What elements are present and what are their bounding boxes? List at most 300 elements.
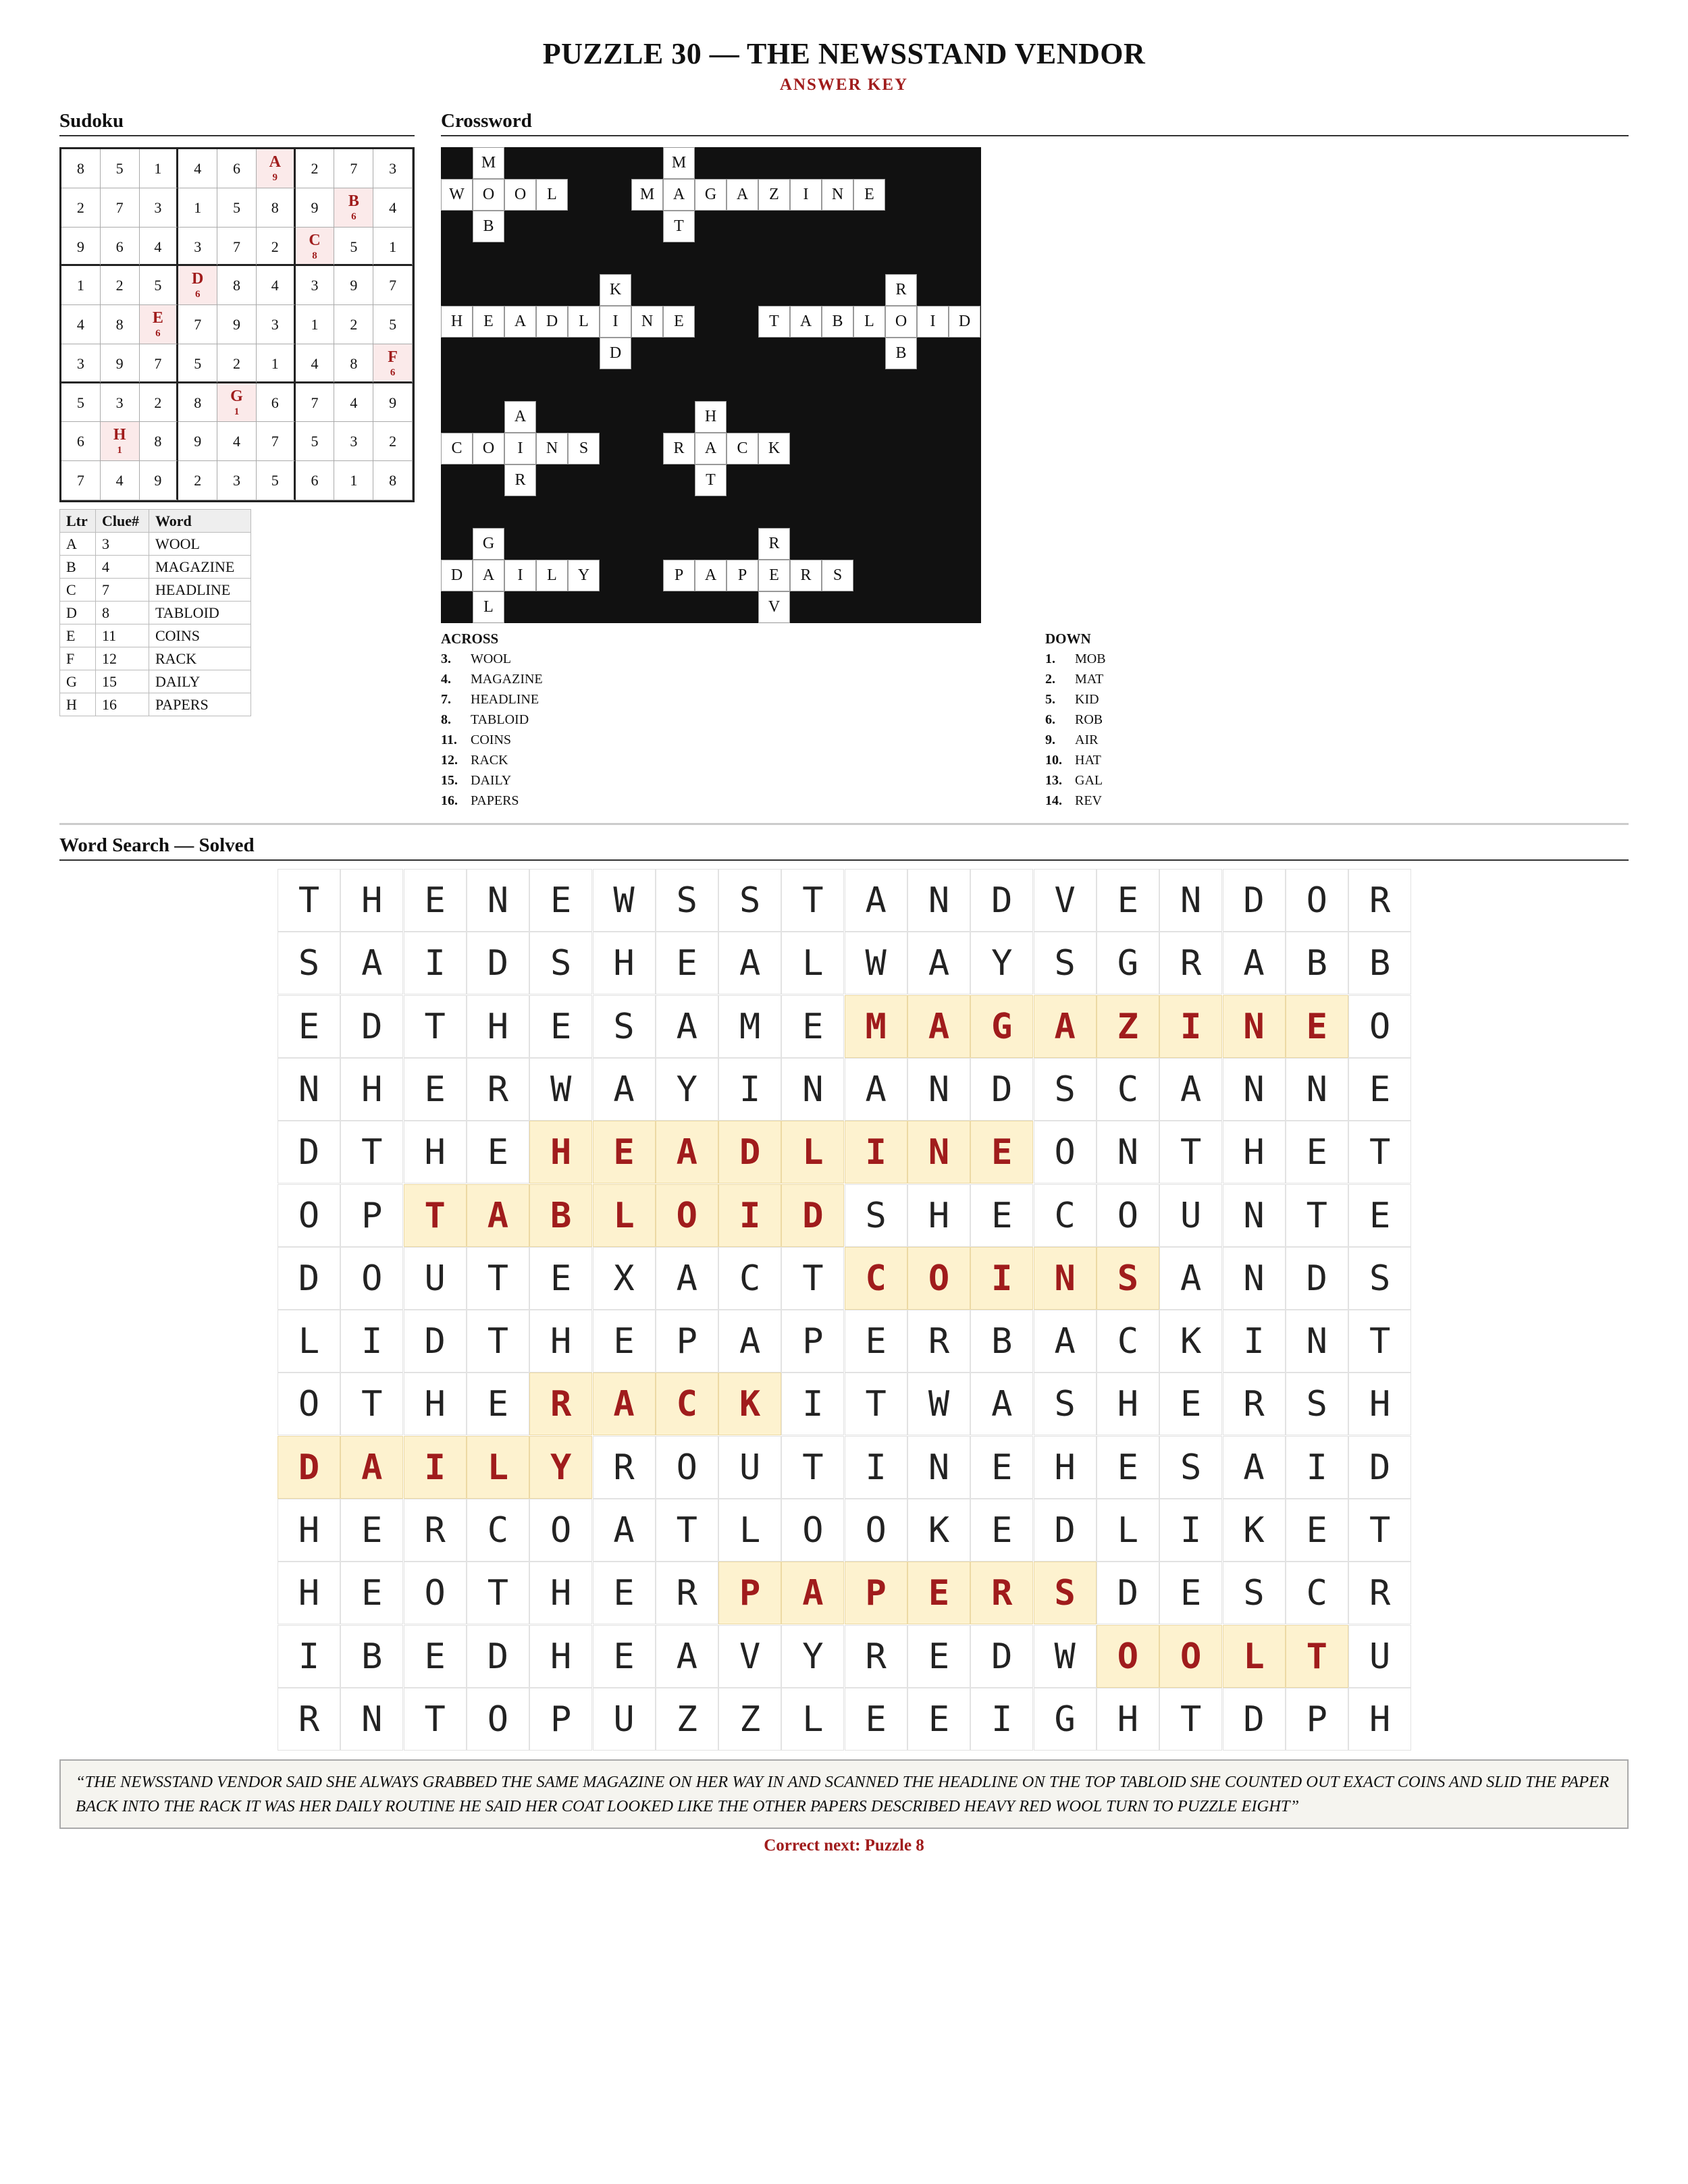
word-search-found-letter: M (845, 995, 907, 1058)
sudoku-cell (373, 461, 413, 500)
sudoku-digit: 1 (154, 160, 162, 177)
key-word: HEADLINE (149, 579, 251, 602)
word-search-letter: O (278, 1184, 340, 1247)
crossword-cell: D (600, 338, 631, 369)
sudoku-cell (334, 305, 373, 344)
word-search-letter: P (781, 1310, 844, 1373)
sudoku-marked-value: 1 (234, 406, 240, 417)
word-search-letter: C (718, 1247, 781, 1310)
sudoku-digit: 2 (350, 316, 358, 334)
crossword-cell: O (885, 306, 917, 338)
word-search-found-letter: O (1159, 1625, 1222, 1688)
key-clue-number: 3 (96, 533, 149, 556)
sudoku-cell (61, 344, 101, 383)
sudoku-cell (178, 266, 217, 305)
word-search-letter: L (781, 1688, 844, 1751)
word-search-letter: R (278, 1688, 340, 1751)
sudoku-cell (140, 461, 179, 500)
sudoku-digit: 7 (194, 316, 202, 334)
word-search-letter: D (1223, 869, 1286, 932)
sudoku-cell (140, 188, 179, 228)
sudoku-cell (296, 188, 335, 228)
sudoku-marked-letter: E (152, 309, 163, 327)
word-search-letter: N (1159, 869, 1222, 932)
word-search-letter: H (404, 1121, 467, 1183)
word-search-found-letter: T (404, 1184, 467, 1247)
across-clue (441, 733, 846, 753)
word-search-letter: R (404, 1499, 467, 1562)
word-search-letter: H (907, 1184, 970, 1247)
word-search-letter: C (1034, 1184, 1097, 1247)
word-search-letter: D (340, 995, 403, 1058)
word-search-letter: E (970, 1436, 1033, 1499)
sudoku-cell (334, 461, 373, 500)
word-search-letter: T (1348, 1499, 1411, 1562)
word-search-letter: E (1286, 1121, 1348, 1183)
key-table-row (60, 624, 251, 647)
sudoku-cell (61, 422, 101, 461)
sudoku-digit: 4 (76, 316, 84, 334)
sudoku-cell (178, 149, 217, 188)
key-letter: G (60, 670, 96, 693)
word-search-letter: H (1034, 1436, 1097, 1499)
word-search-letter: E (1159, 1562, 1222, 1624)
word-search-found-letter: O (907, 1247, 970, 1310)
crossword-cell: G (473, 528, 504, 560)
word-search-letter: T (656, 1499, 718, 1562)
word-search-letter: I (1159, 1499, 1222, 1562)
word-search-letter: U (1348, 1625, 1411, 1688)
word-search-letter: D (1348, 1436, 1411, 1499)
word-search-letter: H (529, 1625, 592, 1688)
word-search-letter: S (1159, 1436, 1222, 1499)
word-search-found-letter: A (593, 1373, 656, 1435)
sudoku-digit: 6 (232, 160, 240, 177)
word-search-letter: I (404, 932, 467, 994)
crossword-cell: P (727, 560, 758, 591)
sudoku-digit: 1 (194, 198, 202, 216)
word-search-letter: H (340, 869, 403, 932)
sudoku-cell (296, 305, 335, 344)
crossword-cell: E (853, 179, 885, 211)
word-search-letter: D (970, 1058, 1033, 1121)
crossword-cell: S (568, 433, 600, 464)
word-search-letter: O (781, 1499, 844, 1562)
clue-answer: PAPERS (471, 793, 519, 808)
sudoku-digit: 8 (350, 354, 358, 372)
word-search-letter: O (1348, 995, 1411, 1058)
sudoku-digit: 6 (271, 394, 279, 411)
sudoku-digit: 1 (389, 238, 397, 255)
crossword-cell: R (758, 528, 790, 560)
word-search-found-letter: Z (1097, 995, 1159, 1058)
word-search-found-letter: C (656, 1373, 718, 1435)
key-word: RACK (149, 647, 251, 670)
word-search-letter: O (1097, 1184, 1159, 1247)
key-table-header (60, 510, 251, 533)
key-table-row (60, 670, 251, 693)
word-search-letter: R (845, 1625, 907, 1688)
word-search-letter: G (1034, 1688, 1097, 1751)
word-search-found-letter: H (529, 1121, 592, 1183)
crossword-board (441, 147, 981, 623)
word-search-found-letter: L (467, 1436, 529, 1499)
key-word: MAGAZINE (149, 556, 251, 579)
sudoku-marked-value: 6 (390, 367, 396, 378)
word-search-letter: E (467, 1121, 529, 1183)
crossword-cell: D (949, 306, 980, 338)
word-search-found-letter: E (907, 1562, 970, 1624)
word-search-grid (278, 869, 1412, 1757)
section-divider (59, 823, 1629, 825)
word-search-letter: E (467, 1373, 529, 1435)
sudoku-digit: 4 (232, 433, 240, 450)
clue-number: 12. (441, 753, 458, 768)
word-search-letter: A (340, 932, 403, 994)
clue-answer: HEADLINE (471, 692, 539, 707)
crossword-cell: L (536, 560, 568, 591)
word-search-letter: T (467, 1247, 529, 1310)
clue-answer: REV (1075, 793, 1102, 808)
word-search-letter: C (1097, 1310, 1159, 1373)
word-search-letter: I (1223, 1310, 1286, 1373)
sudoku-digit: 9 (389, 394, 397, 411)
sudoku-cell (178, 344, 217, 383)
word-search-letter: E (404, 1058, 467, 1121)
crossword-cell: A (695, 433, 727, 464)
crossword-cell: I (600, 306, 631, 338)
clue-number: 1. (1045, 651, 1055, 666)
clue-answer: MAGAZINE (471, 672, 543, 687)
sudoku-cell (334, 383, 373, 423)
word-search-found-letter: R (529, 1373, 592, 1435)
sudoku-digit: 5 (389, 316, 397, 334)
sudoku-cell (373, 188, 413, 228)
word-search-found-letter: A (467, 1184, 529, 1247)
sudoku-heading: Sudoku (59, 110, 415, 136)
word-search-found-letter: E (593, 1121, 656, 1183)
word-search-found-letter: N (1034, 1247, 1097, 1310)
word-search-letter: T (1159, 1688, 1222, 1751)
word-search-letter: G (1097, 932, 1159, 994)
clue-number: 14. (1045, 793, 1062, 808)
sudoku-digit: 3 (76, 354, 84, 372)
key-word: PAPERS (149, 693, 251, 716)
word-search-letter: K (1223, 1499, 1286, 1562)
sudoku-digit: 3 (154, 198, 162, 216)
crossword-cell: T (663, 211, 695, 242)
sudoku-cell (140, 149, 179, 188)
word-search-found-letter: T (1286, 1625, 1348, 1688)
word-search-letter: S (529, 932, 592, 994)
crossword-cell: R (885, 274, 917, 306)
word-search-letter: R (1159, 932, 1222, 994)
clue-number: 13. (1045, 773, 1062, 788)
word-search-found-letter: Y (529, 1436, 592, 1499)
word-search-letter: H (529, 1310, 592, 1373)
clue-answer: KID (1075, 692, 1099, 707)
word-search-letter: E (907, 1625, 970, 1688)
word-search-letter: O (467, 1688, 529, 1751)
sudoku-marked-letter: C (309, 231, 321, 249)
sudoku-cell (296, 461, 335, 500)
sudoku-digit: 7 (311, 394, 319, 411)
word-search-letter: V (1034, 869, 1097, 932)
word-search-letter: I (781, 1373, 844, 1435)
clue-answer: WOOL (471, 651, 511, 666)
word-search-found-letter: N (1223, 995, 1286, 1058)
crossword-cell: I (504, 560, 536, 591)
word-search-letter: E (278, 995, 340, 1058)
sudoku-cell (296, 228, 335, 267)
word-search-letter: A (970, 1373, 1033, 1435)
sudoku-digit: 5 (350, 238, 358, 255)
crossword-cell: Z (758, 179, 790, 211)
sudoku-cell (178, 188, 217, 228)
sudoku-digit: 5 (311, 433, 319, 450)
word-search-letter: I (970, 1688, 1033, 1751)
sudoku-cell (61, 188, 101, 228)
word-search-letter: B (970, 1310, 1033, 1373)
clue-answer: ROB (1075, 712, 1103, 727)
sudoku-digit: 3 (311, 277, 319, 294)
sudoku-digit: 2 (194, 472, 202, 489)
word-search-letter: K (907, 1499, 970, 1562)
sudoku-cell (296, 383, 335, 423)
word-search-letter: E (781, 995, 844, 1058)
sudoku-cell (101, 422, 140, 461)
key-table-row (60, 556, 251, 579)
word-search-letter: E (970, 1184, 1033, 1247)
sudoku-cell (101, 266, 140, 305)
word-search-letter: H (1223, 1121, 1286, 1183)
across-clue (441, 672, 846, 692)
sudoku-digit: 8 (154, 433, 162, 450)
sudoku-digit: 3 (350, 433, 358, 450)
sudoku-cell (334, 344, 373, 383)
word-search-letter: T (340, 1121, 403, 1183)
crossword-cell: R (504, 464, 536, 496)
word-search-letter: C (1097, 1058, 1159, 1121)
word-search-letter: Y (970, 932, 1033, 994)
word-search-letter: N (907, 1058, 970, 1121)
key-word: WOOL (149, 533, 251, 556)
word-search-letter: S (718, 869, 781, 932)
word-search-found-letter: E (970, 1121, 1033, 1183)
clue-number: 10. (1045, 753, 1062, 768)
word-search-letter: X (593, 1247, 656, 1310)
hidden-message-quote: “THE NEWSSTAND VENDOR SAID SHE ALWAYS GRABBED THE SAME MAGAZINE ON HER WAY IN AND SCANNED THE HEADLINE ON THE TOP TABLOID SHE COUNTED OUT EXACT COINS AND SLID THE PAPER BACK INTO THE RACK IT WAS HER DAILY ROUTINE HE SAID HER COAT LOOKED LIKE THE OTHER PAPERS DESCRIBED HEAVY RED WOOL TURN TO PUZZLE EIGHT” (59, 1759, 1629, 1829)
sudoku-cell (101, 188, 140, 228)
word-search-letter: T (1159, 1121, 1222, 1183)
key-clue-number: 16 (96, 693, 149, 716)
word-search-found-letter: P (718, 1562, 781, 1624)
key-clue-number: 12 (96, 647, 149, 670)
word-search-letter: A (1159, 1247, 1222, 1310)
sudoku-digit: 9 (311, 198, 319, 216)
word-search-letter: Z (718, 1688, 781, 1751)
key-clue-number: 11 (96, 624, 149, 647)
word-search-letter: A (656, 1625, 718, 1688)
word-search-letter: Y (781, 1625, 844, 1688)
word-search-found-letter: D (781, 1184, 844, 1247)
key-word: COINS (149, 624, 251, 647)
key-word: DAILY (149, 670, 251, 693)
sudoku-digit: 8 (389, 472, 397, 489)
sudoku-digit: 7 (115, 198, 124, 216)
word-search-letter: U (404, 1247, 467, 1310)
sudoku-digit: 4 (194, 160, 202, 177)
word-search-found-letter: L (1223, 1625, 1286, 1688)
word-search-letter: T (340, 1373, 403, 1435)
word-search-found-letter: A (656, 1121, 718, 1183)
word-search-letter: R (1223, 1373, 1286, 1435)
sudoku-digit: 2 (76, 198, 84, 216)
word-search-letter: A (593, 1058, 656, 1121)
word-search-letter: T (845, 1373, 907, 1435)
word-search-letter: R (907, 1310, 970, 1373)
crossword-cell: V (758, 591, 790, 623)
word-search-letter: I (278, 1625, 340, 1688)
word-search-letter: E (340, 1562, 403, 1624)
word-search-letter: O (1034, 1121, 1097, 1183)
sudoku-cell (257, 188, 296, 228)
word-search-found-letter: D (718, 1121, 781, 1183)
word-search-letter: E (656, 932, 718, 994)
sudoku-cell (178, 305, 217, 344)
key-table-row (60, 693, 251, 716)
word-search-letter: T (404, 995, 467, 1058)
word-search-found-letter: I (845, 1121, 907, 1183)
word-search-letter: B (340, 1625, 403, 1688)
sudoku-digit: 9 (194, 433, 202, 450)
word-search-letter: S (593, 995, 656, 1058)
sudoku-digit: 7 (232, 238, 240, 255)
word-search-letter: T (1286, 1184, 1348, 1247)
word-search-letter: E (1159, 1373, 1222, 1435)
key-clue-number: 15 (96, 670, 149, 693)
sudoku-marked-value: 6 (194, 289, 201, 300)
word-search-letter: P (656, 1310, 718, 1373)
sudoku-marked-letter: F (388, 348, 398, 366)
word-search-found-letter: A (340, 1436, 403, 1499)
word-search-letter: E (404, 869, 467, 932)
sudoku-cell (178, 383, 217, 423)
sudoku-marked-value: 8 (312, 250, 317, 261)
word-search-letter: H (1097, 1373, 1159, 1435)
word-search-letter: N (907, 869, 970, 932)
word-search-letter: D (1223, 1688, 1286, 1751)
word-search-letter: U (1159, 1184, 1222, 1247)
sudoku-cell (217, 422, 257, 461)
sudoku-cell (140, 344, 179, 383)
word-search-letter: T (1348, 1310, 1411, 1373)
sudoku-cell (140, 422, 179, 461)
word-search-letter: C (1286, 1562, 1348, 1624)
crossword-cell: Y (568, 560, 600, 591)
word-search-found-letter: P (845, 1562, 907, 1624)
crossword-cell: D (536, 306, 568, 338)
word-search-letter: C (467, 1499, 529, 1562)
word-search-letter: I (340, 1310, 403, 1373)
word-search-found-letter: K (718, 1373, 781, 1435)
word-search-letter: L (1097, 1499, 1159, 1562)
word-search-letter: P (1286, 1688, 1348, 1751)
crossword-cell: R (790, 560, 822, 591)
crossword-cell: K (600, 274, 631, 306)
crossword-cell: O (473, 179, 504, 211)
letter-key-table (59, 509, 251, 716)
key-header-clue: Clue# (96, 510, 149, 533)
sudoku-digit: 2 (311, 160, 319, 177)
crossword-heading: Crossword (441, 110, 1629, 136)
word-search-letter: E (845, 1688, 907, 1751)
word-search-letter: H (278, 1562, 340, 1624)
word-search-found-letter: I (1159, 995, 1222, 1058)
word-search-letter: T (1348, 1121, 1411, 1183)
key-table-row (60, 533, 251, 556)
word-search-found-letter: L (593, 1184, 656, 1247)
word-search-letter: A (656, 995, 718, 1058)
clue-number: 5. (1045, 692, 1055, 707)
word-search-letter: E (1348, 1058, 1411, 1121)
crossword-cell: L (853, 306, 885, 338)
sudoku-cell (101, 149, 140, 188)
crossword-cell: L (473, 591, 504, 623)
sudoku-digit: 1 (350, 472, 358, 489)
sudoku-digit: 3 (271, 316, 279, 334)
key-letter: D (60, 602, 96, 624)
word-search-found-letter: E (1286, 995, 1348, 1058)
clue-answer: AIR (1075, 733, 1099, 747)
sudoku-cell (257, 149, 296, 188)
word-search-letter: S (1286, 1373, 1348, 1435)
word-search-found-letter: O (656, 1184, 718, 1247)
word-search-letter: O (529, 1499, 592, 1562)
sudoku-cell (334, 188, 373, 228)
sudoku-cell (373, 383, 413, 423)
down-clue (1045, 712, 1450, 733)
sudoku-digit: 5 (154, 277, 162, 294)
sudoku-marked-letter: D (192, 270, 204, 288)
sudoku-cell (373, 228, 413, 267)
sudoku-digit: 5 (232, 198, 240, 216)
word-search-letter: A (845, 869, 907, 932)
word-search-letter: I (845, 1436, 907, 1499)
crossword-cell: C (727, 433, 758, 464)
sudoku-cell (257, 461, 296, 500)
word-search-letter: A (845, 1058, 907, 1121)
crossword-cell: O (473, 433, 504, 464)
clue-number: 8. (441, 712, 451, 727)
sudoku-digit: 7 (154, 354, 162, 372)
sudoku-cell (257, 228, 296, 267)
word-search-letter: T (467, 1562, 529, 1624)
crossword-cell: T (758, 306, 790, 338)
word-search-found-letter: I (718, 1184, 781, 1247)
sudoku-digit: 5 (194, 354, 202, 372)
sudoku-digit: 3 (389, 160, 397, 177)
word-search-letter: R (467, 1058, 529, 1121)
key-header-word: Word (149, 510, 251, 533)
sudoku-digit: 3 (232, 472, 240, 489)
down-clues (1045, 631, 1450, 814)
word-search-letter: D (467, 1625, 529, 1688)
sudoku-digit: 7 (271, 433, 279, 450)
word-search-letter: W (1034, 1625, 1097, 1688)
word-search-letter: D (1034, 1499, 1097, 1562)
word-search-letter: E (529, 869, 592, 932)
